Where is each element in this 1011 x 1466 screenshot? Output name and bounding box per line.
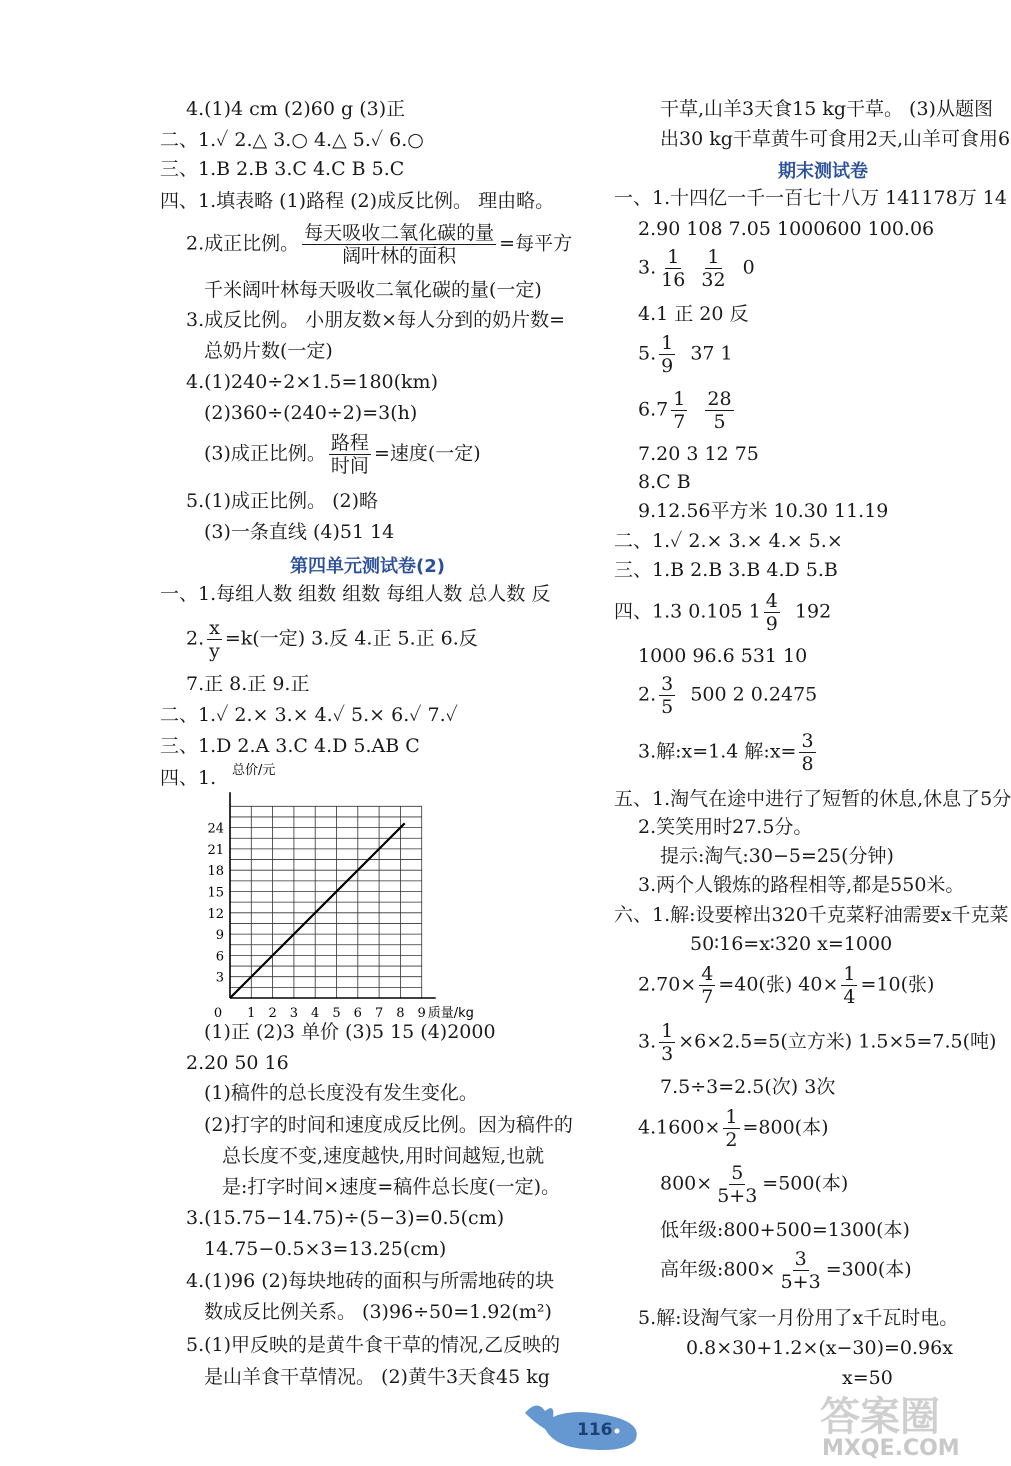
whale-icon [515,1395,645,1455]
y-tick-label: 15 [207,885,224,901]
series-line [230,823,405,998]
answer-line: (2)打字的时间和速度成反比例。因为稿件的 [204,1114,573,1136]
answer-line: 出30 kg干草黄牛可食用2天,山羊可食用6 [660,128,1011,150]
answer-line: 三、1.D 2.A 3.C 4.D 5.AB C [160,735,420,757]
answer-line: (3)成正比例。 $\frac{\text{路程}}{\text{时间}}$ =速度(一定) [204,432,481,477]
answer-line: 六、1.解:设要榨出320千克菜籽油需要x千克菜 [614,904,1009,926]
page-number: 116 [577,1420,613,1440]
answer-line: 5.(1)甲反映的是黄牛食干草的情况,乙反映的 [186,1334,561,1356]
answer-line: 3.成反比例。 小朋友数×每人分到的奶片数= [186,309,566,331]
answer-line: 4.(1)240÷2×1.5=180(km) [186,371,438,393]
y-tick-label: 21 [207,842,224,858]
x-tick-label: 6 [353,1006,362,1021]
answer-line: 5.(1)成正比例。 (2)略 [186,490,378,512]
y-tick-label: 3 [215,970,224,986]
answer-line: 5. $\frac{1}{9}$ 37 1 [638,332,733,377]
answer-line: 2. $\frac{x}{y}$ =k(一定) 3.反 4.正 5.正 6.反 [186,617,478,662]
answer-line: 2.90 108 7.05 1000600 100.06 [638,218,935,240]
answer-line: 总长度不变,速度越快,用时间越短,也就 [222,1145,545,1167]
x-tick-label: 8 [396,1006,405,1021]
answer-line: 提示:淘气:30−5=25(分钟) [660,845,894,867]
answer-line: 7.20 3 12 75 [638,443,759,465]
answer-line: 总奶片数(一定) [204,340,333,362]
answer-line: 5.解:设淘气家一月份用了x千瓦时电。 [638,1307,959,1329]
answer-line: 一、1.十四亿一千一百七十八万 141178万 14 [614,187,1007,209]
answer-line: 干草,山羊3天食15 kg干草。 (3)从题图 [660,98,993,120]
answer-line: 4.(1)96 (2)每块地砖的面积与所需地砖的块 [186,1270,555,1292]
section-title: 第四单元测试卷(2) [290,556,445,577]
answer-line: 14.75−0.5×3=13.25(cm) [204,1238,447,1260]
answer-line: 二、1.✓ 2.△ 3.○ 4.△ 5.✓ 6.○ [160,129,424,151]
answer-line: 是山羊食干草情况。 (2)黄牛3天食45 kg [204,1366,550,1388]
answer-line: 800× $\frac{5}{5+3}$ =500(本) [660,1162,849,1207]
answer-line: 3.解:x=1.4 解:x= $\frac{3}{8}$ [638,730,814,775]
answer-line: 3.两个人锻炼的路程相等,都是550米。 [638,874,965,896]
answer-line: 数成反比例关系。 (3)96÷50=1.92(m²) [204,1301,552,1323]
answer-line: 四、1.3 0.105 1 $\frac{4}{9}$ 192 [614,590,832,635]
y-tick-label: 24 [207,821,224,837]
answer-line: (1)正 (2)3 单价 (3)5 15 (4)2000 [204,1021,496,1043]
x-axis-label: 质量/kg [427,1006,474,1021]
y-tick-label: 9 [215,928,224,944]
answer-line: 7.正 8.正 9.正 [186,673,310,695]
answer-line: 4.1600× $\frac{1}{2}$ =800(本) [638,1106,829,1151]
answer-line: (1)稿件的总长度没有发生变化。 [204,1082,478,1104]
x-tick-label: 1 [247,1006,256,1021]
answer-line: 2.70× $\frac{4}{7}$ =40(张) 40× $\frac{1}{4}$ =10(张) [638,963,935,1008]
answer-line: 四、1.填表略 (1)路程 (2)成反比例。 理由略。 [160,190,555,212]
y-tick-label: 6 [215,949,224,965]
answer-line: (2)360÷(240÷2)=3(h) [204,402,418,424]
answer-line: 四、1. [160,767,217,789]
answer-line: 8.C B [638,471,691,493]
answer-line: 4.1 正 20 反 [638,303,749,325]
answer-line: 6.7 $\frac{1}{7}$ $\frac{28}{5}$ [638,388,732,433]
answer-line: 3. $\frac{1}{3}$ ×6×2.5=5(立方米) 1.5×5=7.5(吨) [638,1020,997,1065]
answer-line: 7.5÷3=2.5(次) 3次 [660,1076,836,1098]
x-tick-label: 0 [213,1006,223,1021]
x-tick-label: 4 [311,1006,320,1021]
answer-line: 千米阔叶林每天吸收二氧化碳的量(一定) [204,279,542,301]
x-tick-label: 3 [289,1006,299,1021]
answer-line: 2. $\frac{3}{5}$ 500 2 0.2475 [638,673,818,718]
answer-line: 9.12.56平方米 10.30 11.19 [638,500,889,522]
watermark-text: 答案圈 [820,1394,940,1440]
x-tick-label: 9 [417,1006,426,1021]
section-title: 期末测试卷 [778,161,868,182]
y-axis-label: 总价/元 [232,763,276,778]
x-tick-label: 7 [374,1006,384,1021]
answer-line: 2.20 50 16 [186,1052,289,1074]
answer-line: (3)一条直线 (4)51 14 [204,521,395,543]
answer-line: 三、1.B 2.B 3.B 4.D 5.B [614,559,838,581]
price-weight-chart [188,760,474,1030]
answer-line: x=50 [842,1367,893,1389]
answer-line: 2.成正比例。 $\frac{\text{每天吸收二氧化碳的量}}{\text{阔叶林的面积}}$ =每平方 [186,222,573,267]
x-tick-label: 2 [268,1006,277,1021]
answer-line: 3. $\frac{1}{16}$ $\frac{1}{32}$ 0 [638,246,755,291]
answer-line: 2.笑笑用时27.5分。 [638,816,813,838]
answer-line: 五、1.淘气在途中进行了短暂的休息,休息了5分 [614,788,1011,810]
answer-line: 三、1.B 2.B 3.C 4.C B 5.C [160,158,405,180]
answer-line: 高年级:800× $\frac{3}{5+3}$ =300(本) [660,1248,912,1293]
answer-line: 50∶16=x∶320 x=1000 [690,933,893,955]
answer-line: 二、1.✓ 2.× 3.× 4.× 5.× [614,530,843,552]
answer-line: 是:打字时间×速度=稿件总长度(一定)。 [222,1176,561,1198]
answer-line: 二、1.✓ 2.× 3.× 4.✓ 5.× 6.✓ 7.✓ [160,704,458,726]
answer-line: 0.8×30+1.2×(x−30)=0.96x [686,1337,953,1359]
answer-line: 1000 96.6 531 10 [638,645,808,667]
answer-line: 低年级:800+500=1300(本) [660,1219,910,1241]
answer-line: 4.(1)4 cm (2)60 g (3)正 [186,98,406,120]
y-tick-label: 12 [207,906,224,922]
answer-line: 3.(15.75−14.75)÷(5−3)=0.5(cm) [186,1207,505,1229]
watermark-url: MXQE.COM [822,1436,960,1461]
y-tick-label: 18 [207,864,224,880]
answer-line: 一、1.每组人数 组数 组数 每组人数 总人数 反 [160,583,551,605]
x-tick-label: 5 [332,1006,341,1021]
